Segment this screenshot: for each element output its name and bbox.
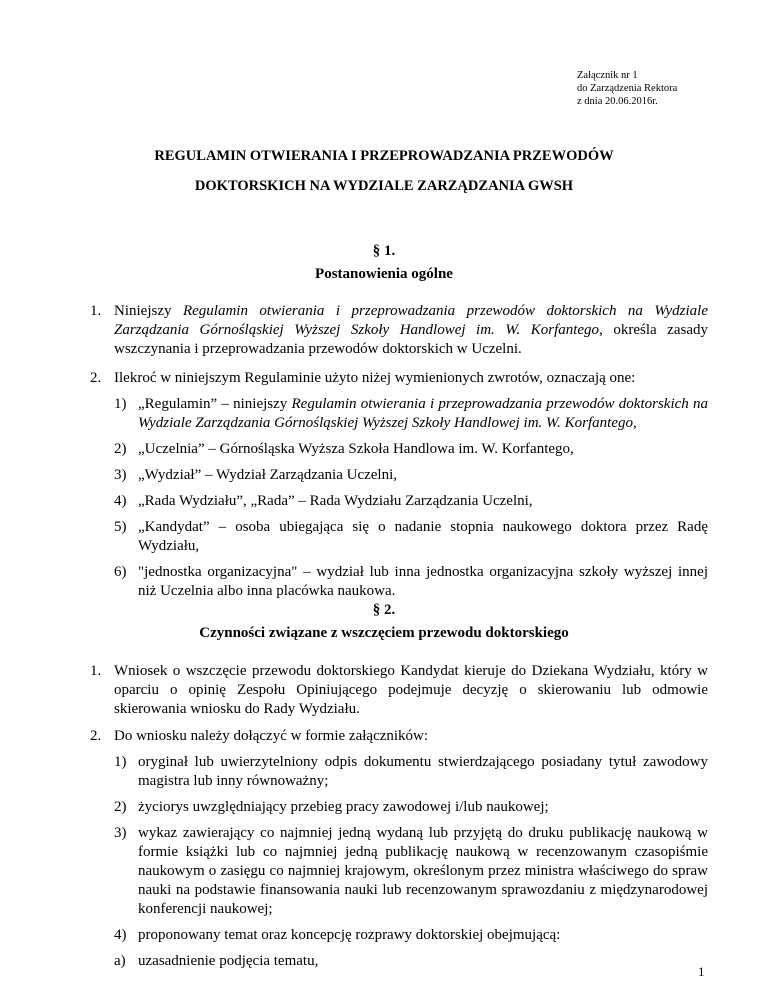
annex-note [577, 69, 677, 108]
list-item [90, 369, 708, 601]
sub-number: 4) [114, 927, 127, 943]
section-1-number: § 1. [372, 243, 396, 259]
document-title [60, 141, 708, 201]
sub-text: „Rada Wydziału”, „Rada” – Rada Wydziału Zarządzania Uczelni, [138, 493, 533, 509]
sub-number: 1) [114, 396, 127, 412]
sub-number: a) [114, 953, 126, 969]
list-item [114, 492, 708, 511]
item-number: 1. [90, 303, 102, 319]
item-text: Ilekroć w niniejszym Regulaminie użyto niżej wymienionych zwrotów, oznaczają one: [114, 370, 636, 386]
list-item [114, 466, 708, 485]
sub-number: 3) [114, 467, 127, 483]
list-item [114, 440, 708, 459]
sub-text: uzasadnienie podjęcia tematu, [138, 953, 319, 969]
item-number: 1. [90, 663, 102, 679]
section-2-number: § 2. [372, 602, 396, 618]
attachments-list [114, 753, 708, 971]
sub-text: "jednostka organizacyjna" – wydział lub inna jednostka organizacyjna szkoły wyższej innej niż Uczelnia albo inna placówka naukowa. [138, 564, 708, 599]
title-line-2: DOKTORSKICH NA WYDZIALE ZARZĄDZANIA GWSH [194, 178, 574, 194]
list-item [114, 952, 708, 971]
list-item [114, 563, 708, 601]
regulation-name: Regulamin otwierania i przeprowadzania przewodów doktorskich na Wydziale Zarządzania Górnośląskiej Wyższej Szkoły Handlowej im. W. Korfantego [138, 396, 709, 431]
annex-line-3: z dnia 20.06.2016r. [577, 96, 658, 107]
annex-line-2: do Zarządzenia Rektora [577, 83, 678, 94]
regulation-name: Regulamin otwierania i przeprowadzania przewodów doktorskich na Wydziale Zarządzania Górnośląskiej Wyższej Szkoły Handlowej im. W. Korfantego [114, 303, 708, 338]
sub-text: „Kandydat” – osoba ubiegająca się o nadanie stopnia naukowego doktora przez Radę Wydziału, [138, 519, 708, 554]
list-item [90, 662, 708, 719]
sub-number: 6) [114, 564, 127, 580]
list-item [114, 753, 708, 791]
sub-text: „Wydział” – Wydział Zarządzania Uczelni, [138, 467, 398, 483]
item-text: Niniejszy [114, 303, 183, 319]
definitions-list [114, 395, 708, 601]
sub-text: wykaz zawierający co najmniej jedną wydaną lub przyjętą do druku publikację naukową w formie książki lub co najmniej jedną publikację naukową w recenzowanym czasopiśmie naukowym o zasięgu co najmniej krajowym, określonym przez ministra właściwego do spraw nauki na podstawie finansowania nauki lub recenzowanym sprawozdaniu z międzynarodowej konferencji naukowej; [138, 825, 708, 917]
item-number: 2. [90, 728, 102, 744]
annex-line-1: Załącznik nr 1 [577, 70, 638, 81]
sub-number: 5) [114, 519, 127, 535]
list-item [114, 824, 708, 919]
sub-text: „Regulamin” – niniejszy [138, 396, 292, 412]
list-item [114, 798, 708, 817]
sub-number: 4) [114, 493, 127, 509]
list-item [90, 727, 708, 971]
sub-text: oryginał lub uwierzytelniony odpis dokumentu stwierdzającego posiadany tytuł zawodowy magistra lub inny równoważny; [138, 754, 708, 789]
sub-text: , [633, 415, 637, 431]
section-1-list [90, 302, 708, 601]
sub-number: 2) [114, 441, 127, 457]
item-text: Do wniosku należy dołączyć w formie załączników: [114, 728, 429, 744]
section-2-heading: Czynności związane z wszczęciem przewodu doktorskiego [199, 625, 569, 641]
section-1-heading: Postanowienia ogólne [315, 266, 453, 282]
item-text: Wniosek o wszczęcie przewodu doktorskiego Kandydat kieruje do Dziekana Wydziału, który w oparciu o opinię Zespołu Opiniującego podejmuje decyzję o skierowaniu lub odmowie skierowania wniosku do Rady Wydziału. [114, 663, 708, 717]
list-item [114, 926, 708, 945]
title-line-1: REGULAMIN OTWIERANIA I PRZEPROWADZANIA PRZEWODÓW [154, 148, 614, 164]
sub-text: życiorys uwzględniający przebieg pracy zawodowej i/lub naukowej; [138, 799, 549, 815]
item-text: , określa zasady wszczynania i przeprowadzania przewodów doktorskich w Uczelni. [114, 322, 708, 357]
list-item [114, 395, 708, 433]
list-item [114, 518, 708, 556]
section-2-list [90, 662, 708, 971]
sub-number: 2) [114, 799, 127, 815]
sub-number: 1) [114, 754, 127, 770]
item-number: 2. [90, 370, 102, 386]
sub-text: proponowany temat oraz koncepcję rozprawy doktorskiej obejmującą: [138, 927, 561, 943]
page-number: 1 [698, 964, 705, 979]
list-item [90, 302, 708, 359]
sub-number: 3) [114, 825, 127, 841]
sub-text: „Uczelnia” – Górnośląska Wyższa Szkoła Handlowa im. W. Korfantego, [138, 441, 574, 457]
